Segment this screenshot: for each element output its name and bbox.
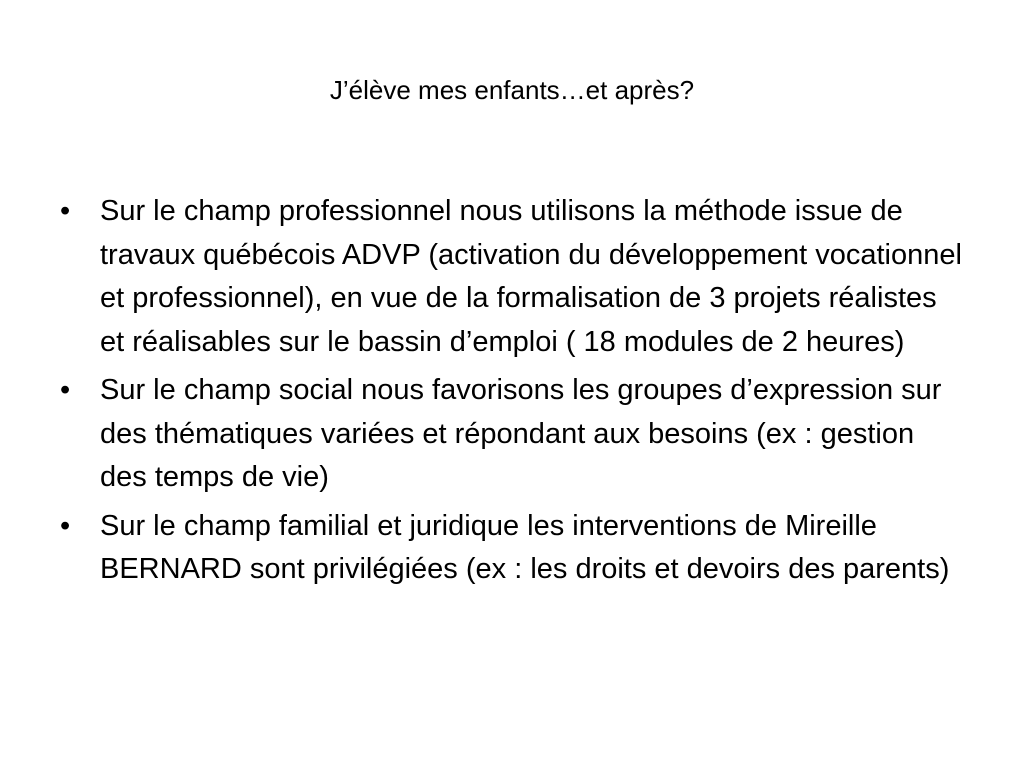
bullet-icon: • <box>60 374 71 406</box>
slide-title: J’élève mes enfants…et après? <box>329 75 695 105</box>
bullet-icon: • <box>60 509 71 542</box>
bullet-item-professional <box>60 190 965 364</box>
bullet-text: Sur le champ professionnel nous utilisons la méthode issue de travaux québécois ADVP (activation du développement vocationnel et professionnel), en vue de la formalisation de 3 projets réalistes et réalisables sur le bassin d’emploi ( 18 modules de 2 heures) <box>100 195 962 358</box>
bullet-list <box>60 190 965 597</box>
bullet-item-family-legal <box>60 505 965 592</box>
bullet-text: Sur le champ familial et juridique les interventions de Mireille BERNARD sont privilégiées (ex : les droits et devoirs des parents) <box>100 509 950 585</box>
bullet-item-social <box>60 369 965 500</box>
bullet-icon: • <box>60 195 71 227</box>
bullet-text: Sur le champ social nous favorisons les groupes d’expression sur des thématiques variées et répondant aux besoins (ex : gestion des temps de vie) <box>100 374 942 493</box>
